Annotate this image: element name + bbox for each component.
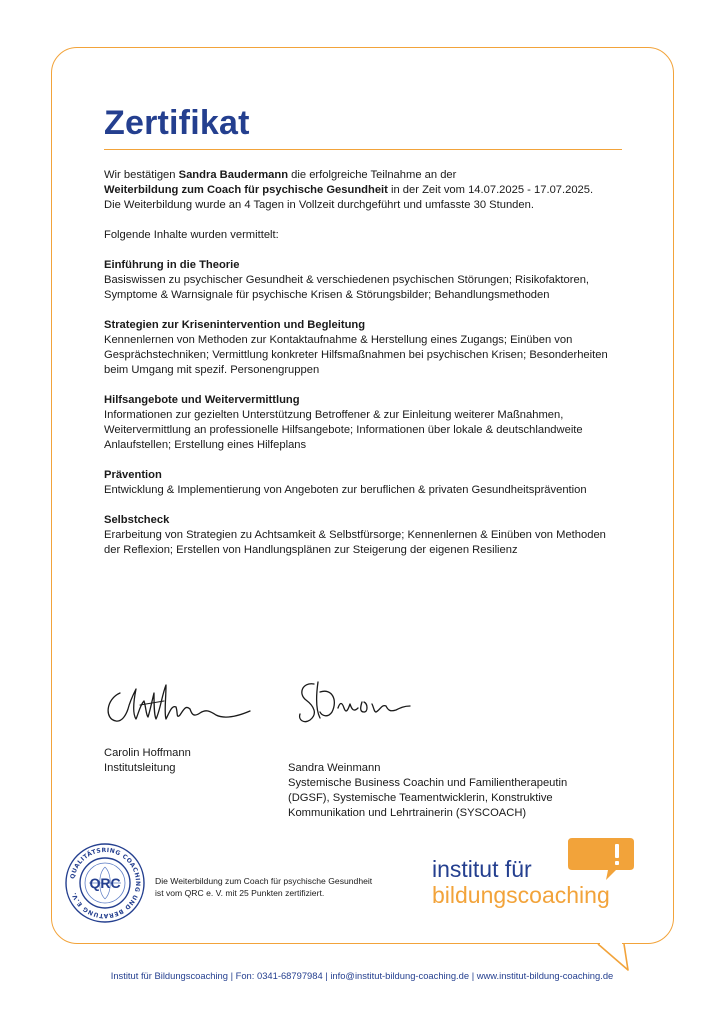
signatory-name: Carolin Hoffmann bbox=[104, 747, 191, 759]
section-crisis bbox=[104, 318, 624, 378]
qrc-seal-icon bbox=[64, 842, 146, 924]
intro-text: Wir bestätigen bbox=[104, 169, 179, 181]
signatory-role: Kommunikation und Lehrtrainerin (SYSCOACH) bbox=[288, 807, 527, 819]
institute-logo bbox=[426, 836, 646, 916]
signatory-role: (DGSF), Systemische Teamentwicklerin, Konstruktive bbox=[288, 792, 553, 804]
signatory-weinmann bbox=[288, 761, 618, 821]
intro-text: die erfolgreiche Teilnahme an der bbox=[288, 169, 457, 181]
signatory-role: Systemische Business Coachin und Familientherapeutin bbox=[288, 777, 568, 789]
qrc-certification-note bbox=[155, 875, 415, 899]
certificate-body bbox=[104, 168, 624, 573]
qrc-note-line: Die Weiterbildung zum Coach für psychische Gesundheit bbox=[155, 876, 373, 886]
contents-intro: Folgende Inhalte wurden vermittelt: bbox=[104, 229, 279, 241]
section-text: Basiswissen zu psychischer Gesundheit & verschiedenen psychischen Störungen; Risikofaktoren, Symptome & Warnsignale für psychische Krisen & Störungsbilder; Behandlungsmethoden bbox=[104, 274, 590, 301]
section-heading: Selbstcheck bbox=[104, 514, 170, 526]
section-text: Erarbeitung von Strategien zu Achtsamkeit & Selbstfürsorge; Kennenlernen & Einüben von Methoden der Reflexion; Erstellen von Handlungsplänen zur Steigerung der eigenen Resilienz bbox=[104, 529, 606, 556]
signatory-hoffmann bbox=[104, 746, 191, 776]
signature-hoffmann bbox=[100, 675, 270, 735]
logo-text-line1: institut für bbox=[432, 856, 532, 882]
intro-paragraph bbox=[104, 168, 624, 198]
signature-weinmann bbox=[288, 672, 418, 732]
speech-bubble-icon bbox=[566, 836, 636, 882]
section-selfcheck bbox=[104, 513, 624, 558]
participant-name: Sandra Baudermann bbox=[178, 169, 289, 181]
svg-text:QRC: QRC bbox=[89, 875, 121, 891]
course-dates: in der Zeit vom 14.07.2025 - 17.07.2025. bbox=[387, 184, 594, 196]
footer-contact: Institut für Bildungscoaching | Fon: 0341-68797984 | info@institut-bildung-coaching.de | www.institut-bildung-coaching.de bbox=[110, 970, 614, 981]
section-heading: Prävention bbox=[104, 469, 162, 481]
section-text: Kennenlernen von Methoden zur Kontaktaufnahme & Herstellung eines Zugangs; Einüben von Gesprächstechniken; Vermittlung konkreter Hilfsmaßnahmen bei psychischen Krisen; Besonderheiten beim Umgang mit spezif. Personengruppen bbox=[104, 334, 608, 376]
title-divider bbox=[104, 149, 622, 150]
section-theory bbox=[104, 258, 624, 303]
section-prevention bbox=[104, 468, 624, 498]
qrc-note-line: ist vom QRC e. V. mit 25 Punkten zertifiziert. bbox=[155, 888, 325, 898]
course-name: Weiterbildung zum Coach für psychische Gesundheit bbox=[104, 184, 388, 196]
signatory-role: Institutsleitung bbox=[104, 762, 176, 774]
section-text: Informationen zur gezielten Unterstützung Betroffener & zur Einleitung weiterer Maßnahmen, Weitervermittlung an professionelle Hilfsangebote; Informationen über lokale & deutschlandweite Anlaufstellen; Erstellung eines Hilfeplans bbox=[104, 409, 583, 451]
logo-text-line2: bildungscoaching bbox=[432, 882, 610, 908]
section-text: Entwicklung & Implementierung von Angeboten zur beruflichen & privaten Gesundheitsprävention bbox=[104, 484, 587, 496]
section-support bbox=[104, 393, 624, 453]
section-heading: Einführung in die Theorie bbox=[104, 259, 240, 271]
section-heading: Strategien zur Krisenintervention und Begleitung bbox=[104, 319, 366, 331]
certificate-title: Zertifikat bbox=[104, 104, 250, 142]
course-duration: Die Weiterbildung wurde an 4 Tagen in Vollzeit durchgeführt und umfasste 30 Stunden. bbox=[104, 199, 534, 211]
signatory-name: Sandra Weinmann bbox=[288, 762, 381, 774]
svg-text:QUALITÄTSRING COACHING UND BER: QUALITÄTSRING COACHING UND BERATUNG E.V. bbox=[69, 846, 142, 920]
section-heading: Hilfsangebote und Weitervermittlung bbox=[104, 394, 300, 406]
